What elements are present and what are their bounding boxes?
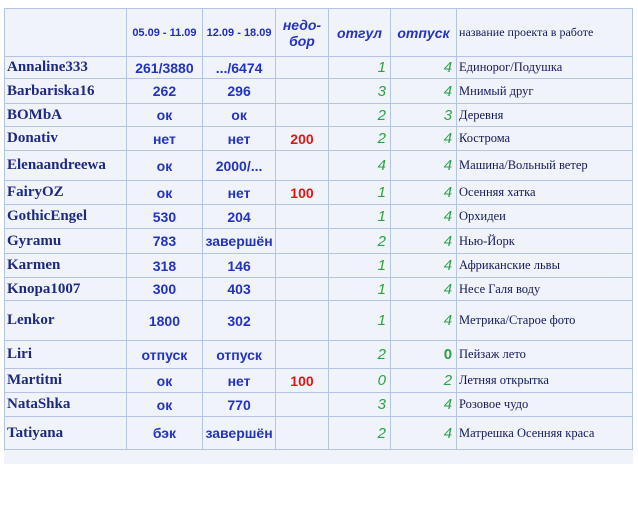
header-otpusk: отпуск	[390, 9, 456, 57]
cell-week1: 530	[126, 205, 203, 229]
table-row	[5, 205, 633, 229]
header-otgul: отгул	[329, 9, 391, 57]
cell-otpusk: 4	[390, 278, 456, 301]
cell-otpusk: 4	[390, 417, 456, 450]
table-row	[5, 57, 633, 79]
cell-nedobor	[275, 417, 328, 450]
cell-otgul: 4	[329, 151, 391, 181]
header-nedobor: недо-бор	[275, 9, 328, 57]
cell-week2: 296	[203, 79, 276, 104]
cell-week2: 302	[203, 301, 276, 341]
cell-otgul: 1	[329, 57, 391, 79]
cell-project: Несе Галя воду	[457, 278, 633, 301]
cell-otpusk: 4	[390, 151, 456, 181]
cell-otgul: 1	[329, 205, 391, 229]
cell-otpusk: 4	[390, 57, 456, 79]
cell-nedobor	[275, 278, 328, 301]
cell-week1: ок	[126, 151, 203, 181]
table-row	[5, 393, 633, 417]
cell-otpusk: 4	[390, 79, 456, 104]
cell-nedobor: 200	[275, 127, 328, 151]
cell-project: Деревня	[457, 104, 633, 127]
cell-otpusk: 4	[390, 254, 456, 278]
cell-otpusk: 4	[390, 205, 456, 229]
cell-week1: 318	[126, 254, 203, 278]
cell-nedobor	[275, 229, 328, 254]
cell-name: Elenaandreewa	[5, 151, 127, 181]
cell-name: FairyOZ	[5, 181, 127, 205]
cell-otpusk: 2	[390, 369, 456, 393]
cell-week2: нет	[203, 181, 276, 205]
cell-name: BOMbA	[5, 104, 127, 127]
table-row	[5, 104, 633, 127]
cell-otpusk: 4	[390, 301, 456, 341]
cell-week2: 146	[203, 254, 276, 278]
cell-week1: 261/3880	[126, 57, 203, 79]
cell-name: NataShka	[5, 393, 127, 417]
cell-otgul: 1	[329, 254, 391, 278]
cell-week2: завершён	[203, 417, 276, 450]
cell-otpusk: 4	[390, 181, 456, 205]
table-row	[5, 79, 633, 104]
cell-week2: .../6474	[203, 57, 276, 79]
cell-week1: 1800	[126, 301, 203, 341]
cell-nedobor: 100	[275, 369, 328, 393]
table-row	[5, 417, 633, 450]
cell-week1: 262	[126, 79, 203, 104]
cell-week2: ок	[203, 104, 276, 127]
cell-otgul: 3	[329, 393, 391, 417]
cell-name: Lenkor	[5, 301, 127, 341]
cell-name: Knopa1007	[5, 278, 127, 301]
cell-name: Annaline333	[5, 57, 127, 79]
cell-otgul: 2	[329, 104, 391, 127]
cell-name: Liri	[5, 341, 127, 369]
cell-project: Метрика/Старое фото	[457, 301, 633, 341]
cell-otgul: 2	[329, 417, 391, 450]
cell-project: Осенняя хатка	[457, 181, 633, 205]
cell-week2: нет	[203, 369, 276, 393]
cell-week2: отпуск	[203, 341, 276, 369]
cell-week1: 300	[126, 278, 203, 301]
schedule-table	[4, 8, 633, 450]
cell-week2: нет	[203, 127, 276, 151]
cell-otpusk: 4	[390, 229, 456, 254]
cell-nedobor: 100	[275, 181, 328, 205]
cell-week1: ок	[126, 181, 203, 205]
cell-project: Орхидеи	[457, 205, 633, 229]
cell-project: Матрешка Осенняя краса	[457, 417, 633, 450]
cell-week1: ок	[126, 393, 203, 417]
cell-project: Розовое чудо	[457, 393, 633, 417]
cell-week1: нет	[126, 127, 203, 151]
cell-name: Martitni	[5, 369, 127, 393]
cell-otgul: 3	[329, 79, 391, 104]
cell-otgul: 2	[329, 127, 391, 151]
table-row	[5, 151, 633, 181]
cell-project: Мнимый друг	[457, 79, 633, 104]
schedule-sheet	[4, 8, 633, 464]
cell-otgul: 0	[329, 369, 391, 393]
cell-otgul: 1	[329, 278, 391, 301]
cell-week2: 770	[203, 393, 276, 417]
cell-nedobor	[275, 79, 328, 104]
cell-name: Tatiyana	[5, 417, 127, 450]
table-row	[5, 181, 633, 205]
table-row	[5, 369, 633, 393]
cell-name: GothicEngel	[5, 205, 127, 229]
cell-nedobor	[275, 341, 328, 369]
cell-name: Barbariska16	[5, 79, 127, 104]
cell-otpusk: 0	[390, 341, 456, 369]
cell-project: Кострома	[457, 127, 633, 151]
table-row	[5, 254, 633, 278]
cell-nedobor	[275, 104, 328, 127]
cell-otgul: 2	[329, 229, 391, 254]
header-name	[5, 9, 127, 57]
table-row	[5, 278, 633, 301]
cell-otgul: 1	[329, 301, 391, 341]
table-row	[5, 301, 633, 341]
cell-project: Африканские львы	[457, 254, 633, 278]
cell-project: Пейзаж лето	[457, 341, 633, 369]
cell-week1: ок	[126, 104, 203, 127]
cell-week2: 204	[203, 205, 276, 229]
header-row	[5, 9, 633, 57]
cell-week2: 403	[203, 278, 276, 301]
cell-project: Машина/Вольный ветер	[457, 151, 633, 181]
cell-otpusk: 4	[390, 127, 456, 151]
cell-project: Летняя открытка	[457, 369, 633, 393]
table-row	[5, 341, 633, 369]
cell-otpusk: 4	[390, 393, 456, 417]
cell-name: Gyramu	[5, 229, 127, 254]
table-row	[5, 229, 633, 254]
cell-otgul: 1	[329, 181, 391, 205]
cell-week1: бэк	[126, 417, 203, 450]
cell-project: Нью-Йорк	[457, 229, 633, 254]
header-week1: 05.09 - 11.09	[126, 9, 203, 57]
cell-otpusk: 3	[390, 104, 456, 127]
cell-nedobor	[275, 301, 328, 341]
cell-nedobor	[275, 57, 328, 79]
cell-project: Единорог/Подушка	[457, 57, 633, 79]
cell-week2: 2000/...	[203, 151, 276, 181]
cell-nedobor	[275, 151, 328, 181]
cell-week1: 783	[126, 229, 203, 254]
cell-nedobor	[275, 393, 328, 417]
table-row	[5, 127, 633, 151]
header-project: название проекта в работе	[457, 9, 633, 57]
header-week2: 12.09 - 18.09	[203, 9, 276, 57]
cell-nedobor	[275, 205, 328, 229]
cell-otgul: 2	[329, 341, 391, 369]
cell-week1: отпуск	[126, 341, 203, 369]
cell-nedobor	[275, 254, 328, 278]
cell-week2: завершён	[203, 229, 276, 254]
cell-name: Karmen	[5, 254, 127, 278]
cell-name: Donativ	[5, 127, 127, 151]
cell-week1: ок	[126, 369, 203, 393]
